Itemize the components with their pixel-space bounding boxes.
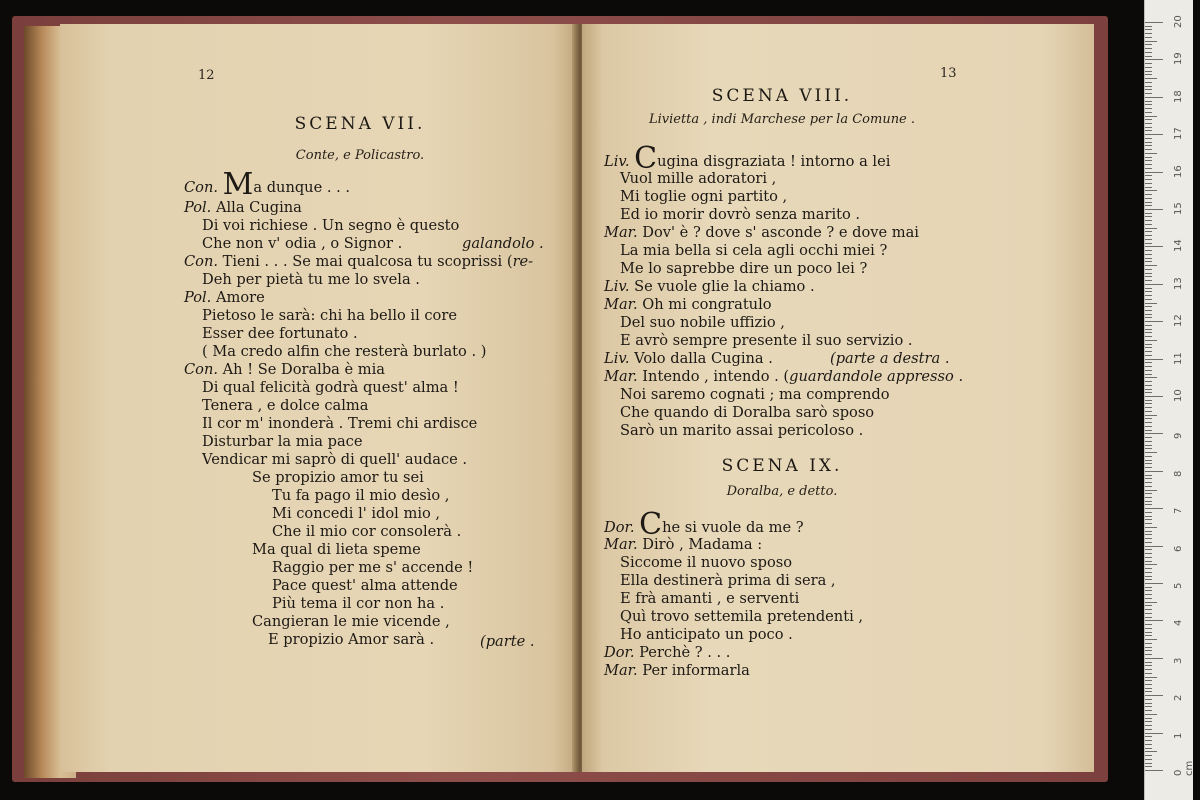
ruler-tick (1145, 677, 1157, 678)
ruler-tick (1145, 104, 1152, 105)
scene-vii-title: SCENA VII. (294, 114, 426, 134)
ruler-tick (1145, 351, 1152, 352)
ruler-tick (1145, 317, 1152, 318)
ruler-tick (1145, 531, 1152, 532)
ruler-tick (1145, 426, 1152, 427)
ruler-label: 11 (1173, 351, 1184, 365)
ruler-tick (1145, 411, 1152, 412)
ruler-tick (1145, 407, 1152, 408)
verse-line: Pol. Amore (184, 289, 265, 306)
ruler-tick (1145, 486, 1152, 487)
ruler-label: 7 (1173, 507, 1184, 515)
verse-line: Mi toglie ogni partito , (620, 188, 788, 205)
ruler-tick (1145, 755, 1152, 756)
verse-line: Mar. Oh mi congratulo (604, 296, 772, 313)
ruler-tick (1145, 598, 1152, 599)
ruler-tick (1145, 134, 1163, 135)
ruler-tick (1145, 579, 1152, 580)
ruler-tick (1145, 381, 1152, 382)
ruler-tick (1145, 183, 1152, 184)
ruler-tick (1145, 733, 1163, 734)
ruler-tick (1145, 250, 1152, 251)
ruler-tick (1145, 216, 1152, 217)
verse-line: Mar. Dirò , Madama : (604, 536, 763, 553)
ruler-tick (1145, 153, 1157, 154)
verse-line: Mar. Intendo , intendo . (guardandole appresso . (604, 368, 964, 385)
ruler-tick (1145, 220, 1152, 221)
ruler-tick (1145, 52, 1152, 53)
ruler-tick (1145, 609, 1152, 610)
ruler-tick (1145, 647, 1152, 648)
ruler-tick (1145, 44, 1152, 45)
ruler-label: 19 (1173, 52, 1184, 66)
verse-line: Il cor m' inonderà . Tremi chi ardisce (202, 415, 478, 432)
ruler-tick (1145, 22, 1163, 23)
ruler-tick (1145, 276, 1152, 277)
ruler-tick (1145, 119, 1152, 120)
right-page (582, 24, 1094, 772)
ruler-tick (1145, 149, 1152, 150)
ruler-tick (1145, 501, 1152, 502)
ruler-tick (1145, 766, 1152, 767)
ruler-tick (1145, 392, 1152, 393)
ruler-tick (1145, 519, 1152, 520)
ruler-tick (1145, 763, 1152, 764)
left-page (60, 24, 578, 772)
ruler-tick (1145, 744, 1152, 745)
ruler-tick (1145, 549, 1152, 550)
ruler-tick (1145, 561, 1152, 562)
ruler-tick (1145, 718, 1152, 719)
ruler-tick (1145, 576, 1152, 577)
ruler-tick (1145, 187, 1152, 188)
ruler-label: 8 (1173, 470, 1184, 477)
ruler-tick (1145, 377, 1157, 378)
stage-direction: (parte . (480, 633, 535, 650)
ruler-label: 13 (1173, 277, 1184, 290)
scene-ix-cast: Doralba, e detto. (726, 484, 838, 499)
ruler-label: 14 (1173, 239, 1184, 253)
verse-line: E propizio Amor sarà . (268, 631, 435, 648)
verse-line: Con. Tieni . . . Se mai qualcosa tu scoprissi (re- (184, 253, 534, 270)
ruler-tick (1145, 127, 1152, 128)
ruler-tick (1145, 695, 1163, 696)
ruler-tick (1145, 235, 1152, 236)
ruler-tick (1145, 467, 1152, 468)
verse-line: Che quando di Doralba sarò sposo (620, 404, 875, 421)
verse-line: Dor. Perchè ? . . . (604, 644, 731, 661)
verse-line: Ho anticipato un poco . (620, 626, 793, 643)
ruler-tick (1145, 452, 1157, 453)
ruler-tick (1145, 497, 1152, 498)
verse-line: E frà amanti , e serventi (620, 590, 800, 607)
verse-line: Sarò un marito assai pericoloso . (620, 422, 864, 439)
ruler-tick (1145, 403, 1152, 404)
ruler-tick (1145, 67, 1152, 68)
verse-line: Mi concedi l' idol mio , (272, 505, 441, 522)
ruler-tick (1145, 703, 1152, 704)
verse-line: Con. Ah ! Se Doralba è mia (184, 361, 385, 378)
ruler-tick (1145, 770, 1163, 771)
ruler-tick (1145, 295, 1152, 296)
ruler-tick (1145, 632, 1152, 633)
verse-line: Disturbar la mia pace (202, 433, 363, 450)
ruler-label: 12 (1173, 314, 1184, 328)
ruler-tick (1145, 33, 1152, 34)
ruler-tick (1145, 89, 1152, 90)
ruler-tick (1145, 48, 1152, 49)
verse-line: Quì trovo settemila pretendenti , (620, 608, 864, 625)
ruler-label: 16 (1173, 164, 1184, 178)
ruler-tick (1145, 643, 1152, 644)
ruler-label: 17 (1173, 127, 1184, 141)
ruler-tick (1145, 269, 1152, 270)
verse-line: Tu fa pago il mio desìo , (272, 487, 450, 504)
verse-line: E avrò sempre presente il suo servizio . (620, 332, 913, 349)
ruler-tick (1145, 325, 1152, 326)
verse-line: Tenera , e dolce calma (202, 397, 369, 414)
ruler-tick (1145, 362, 1152, 363)
ruler-tick (1145, 456, 1152, 457)
ruler-tick (1145, 617, 1152, 618)
ruler-tick (1145, 164, 1152, 165)
ruler-tick (1145, 202, 1152, 203)
ruler-tick (1145, 168, 1152, 169)
ruler-tick (1145, 306, 1152, 307)
ruler-tick (1145, 374, 1152, 375)
ruler-tick (1145, 29, 1152, 30)
ruler-tick (1145, 714, 1157, 715)
ruler-tick (1145, 673, 1152, 674)
ruler-tick (1145, 441, 1152, 442)
ruler-tick (1145, 265, 1157, 266)
ruler-label: 18 (1173, 90, 1184, 103)
ruler-label: 20 (1173, 15, 1184, 28)
ruler-tick (1145, 157, 1152, 158)
ruler-tick (1145, 82, 1152, 83)
verse-line: Con. Ma dunque . . . (184, 167, 351, 202)
verse-line: Pol. Alla Cugina (184, 199, 302, 216)
ruler-label: 10 (1173, 389, 1184, 402)
measurement-ruler (1144, 0, 1193, 800)
ruler-tick (1145, 198, 1152, 199)
verse-line: Di qual felicità godrà quest' alma ! (202, 379, 459, 396)
ruler-tick (1145, 437, 1152, 438)
ruler-tick (1145, 475, 1152, 476)
ruler-tick (1145, 209, 1163, 210)
ruler-tick (1145, 564, 1157, 565)
ruler-tick (1145, 662, 1152, 663)
ruler-tick (1145, 658, 1163, 659)
ruler-tick (1145, 542, 1152, 543)
ruler-tick (1145, 138, 1152, 139)
ruler-tick (1145, 590, 1152, 591)
ruler-tick (1145, 314, 1152, 315)
scene-viii-cast: Livietta , indi Marchese per la Comune . (648, 112, 916, 127)
stage-direction: galandolo . (462, 235, 544, 252)
ruler-tick (1145, 736, 1152, 737)
verse-line: Siccome il nuovo sposo (620, 554, 793, 571)
ruler-tick (1145, 748, 1152, 749)
verse-line: Me lo saprebbe dire un poco lei ? (620, 260, 868, 277)
verse-line: Che il mio cor consolerà . (272, 523, 462, 540)
ruler-tick (1145, 261, 1152, 262)
ruler-tick (1145, 400, 1152, 401)
verse-line: Più tema il cor non ha . (272, 595, 445, 612)
ruler-tick (1145, 190, 1157, 191)
verse-line: Dor. Che si vuole da me ? (604, 507, 804, 542)
ruler-tick (1145, 74, 1152, 75)
ruler-tick (1145, 516, 1152, 517)
ruler-tick (1145, 56, 1152, 57)
ruler-label: 4 (1173, 620, 1184, 627)
ruler-tick (1145, 71, 1152, 72)
ruler-tick (1145, 699, 1152, 700)
verse-line: Deh per pietà tu me lo svela . (202, 271, 420, 288)
ruler-tick (1145, 359, 1163, 360)
ruler-tick (1145, 321, 1163, 322)
verse-line: Noi saremo cognati ; ma comprendo (620, 386, 890, 403)
ruler-label: 15 (1173, 202, 1184, 215)
ruler-tick (1145, 721, 1152, 722)
ruler-tick (1145, 691, 1152, 692)
ruler-tick (1145, 422, 1152, 423)
ruler-tick (1145, 310, 1152, 311)
ruler-tick (1145, 336, 1152, 337)
verse-line: Vuol mille adoratori , (620, 170, 777, 187)
ruler-tick (1145, 635, 1152, 636)
ruler-tick (1145, 628, 1152, 629)
ruler-tick (1145, 759, 1152, 760)
ruler-tick (1145, 654, 1152, 655)
ruler-tick (1145, 130, 1152, 131)
page-number-left: 12 (198, 68, 215, 83)
verse-line: Pietoso le sarà: chi ha bello il core (202, 307, 457, 324)
ruler-ticks (1145, 0, 1193, 800)
ruler-tick (1145, 231, 1152, 232)
ruler-tick (1145, 145, 1152, 146)
ruler-tick (1145, 471, 1163, 472)
ruler-tick (1145, 534, 1152, 535)
ruler-tick (1145, 602, 1157, 603)
ruler-label: 3 (1173, 657, 1184, 664)
ruler-tick (1145, 224, 1152, 225)
verse-line: Ella destinerà prima di sera , (620, 572, 836, 589)
ruler-tick (1145, 553, 1152, 554)
ruler-label: 2 (1173, 694, 1184, 702)
ruler-tick (1145, 740, 1152, 741)
ruler-tick (1145, 706, 1152, 707)
ruler-tick (1145, 613, 1152, 614)
ruler-tick (1145, 116, 1157, 117)
ruler-tick (1145, 329, 1152, 330)
ruler-tick (1145, 205, 1152, 206)
ruler-tick (1145, 347, 1152, 348)
ruler-tick (1145, 175, 1152, 176)
ruler-tick (1145, 418, 1152, 419)
scene-ix-title: SCENA IX. (721, 456, 843, 476)
ruler-tick (1145, 482, 1152, 483)
ruler-tick (1145, 123, 1152, 124)
ruler-tick (1145, 239, 1152, 240)
ruler-tick (1145, 284, 1163, 285)
ruler-tick (1145, 172, 1163, 173)
ruler-tick (1145, 478, 1152, 479)
ruler-tick (1145, 59, 1163, 60)
ruler-tick (1145, 370, 1152, 371)
ruler-label: 5 (1173, 582, 1184, 589)
ruler-tick (1145, 508, 1163, 509)
ruler-tick (1145, 504, 1152, 505)
ruler-tick (1145, 538, 1152, 539)
ruler-tick (1145, 385, 1152, 386)
ruler-tick (1145, 665, 1152, 666)
ruler-tick (1145, 86, 1152, 87)
ruler-tick (1145, 415, 1157, 416)
ruler-tick (1145, 669, 1152, 670)
ruler-tick (1145, 583, 1163, 584)
ruler-tick (1145, 396, 1163, 397)
ruler-tick (1145, 493, 1152, 494)
ruler-tick (1145, 93, 1152, 94)
ruler-tick (1145, 572, 1152, 573)
verse-line: Se propizio amor tu sei (252, 469, 424, 486)
scene-vii-cast: Conte, e Policastro. (295, 148, 425, 163)
verse-line: Pace quest' alma attende (272, 577, 458, 594)
ruler-tick (1145, 639, 1157, 640)
ruler-label: 9 (1173, 433, 1184, 440)
ruler-tick (1145, 366, 1152, 367)
ruler-tick (1145, 112, 1152, 113)
ruler-tick (1145, 41, 1157, 42)
ruler-tick (1145, 684, 1152, 685)
ruler-tick (1145, 448, 1152, 449)
ruler-tick (1145, 37, 1152, 38)
ruler-tick (1145, 101, 1152, 102)
ruler-label: 6 (1173, 545, 1184, 552)
ruler-tick (1145, 688, 1152, 689)
ruler-tick (1145, 291, 1152, 292)
ruler-label: 1 (1173, 732, 1184, 739)
ruler-tick (1145, 254, 1152, 255)
ruler-label: 0 cm (1173, 760, 1195, 776)
ruler-tick (1145, 512, 1152, 513)
ruler-tick (1145, 97, 1163, 98)
verse-line: Liv. Se vuole glie la chiamo . (604, 278, 815, 295)
ruler-tick (1145, 650, 1152, 651)
ruler-tick (1145, 389, 1152, 390)
verse-line: La mia bella si cela agli occhi miei ? (620, 242, 888, 259)
verse-line: Ed io morir dovrò senza marito . (620, 206, 861, 223)
verse-line: Liv. Cugina disgraziata ! intorno a lei (604, 141, 891, 176)
verse-line: Che non v' odia , o Signor . (202, 235, 403, 252)
ruler-tick (1145, 332, 1152, 333)
ruler-tick (1145, 355, 1152, 356)
ruler-tick (1145, 729, 1152, 730)
ruler-tick (1145, 273, 1152, 274)
ruler-tick (1145, 620, 1163, 621)
ruler-tick (1145, 179, 1152, 180)
ruler-tick (1145, 288, 1152, 289)
ruler-tick (1145, 680, 1152, 681)
ruler-tick (1145, 299, 1152, 300)
verse-line: Mar. Per informarla (604, 662, 750, 679)
verse-line: Liv. Volo dalla Cugina . (604, 350, 773, 367)
verse-line: ( Ma credo alfin che resterà burlato . ) (202, 343, 487, 360)
ruler-tick (1145, 142, 1152, 143)
ruler-tick (1145, 243, 1152, 244)
ruler-tick (1145, 108, 1152, 109)
ruler-tick (1145, 194, 1152, 195)
ruler-tick (1145, 460, 1152, 461)
verse-line: Mar. Dov' è ? dove s' asconde ? e dove mai (604, 224, 919, 241)
ruler-tick (1145, 710, 1152, 711)
ruler-tick (1145, 624, 1152, 625)
verse-line: Vendicar mi saprò di quell' audace . (202, 451, 468, 468)
ruler-tick (1145, 280, 1152, 281)
ruler-tick (1145, 546, 1163, 547)
ruler-tick (1145, 63, 1152, 64)
verse-line: Raggio per me s' accende ! (272, 559, 474, 576)
ruler-tick (1145, 340, 1157, 341)
ruler-tick (1145, 594, 1152, 595)
verse-line: Ma qual di lieta speme (252, 541, 421, 558)
verse-line: Del suo nobile uffizio , (620, 314, 785, 331)
ruler-tick (1145, 303, 1157, 304)
ruler-tick (1145, 78, 1157, 79)
ruler-tick (1145, 587, 1152, 588)
ruler-tick (1145, 26, 1152, 27)
ruler-tick (1145, 605, 1152, 606)
ruler-tick (1145, 463, 1152, 464)
ruler-tick (1145, 258, 1152, 259)
ruler-tick (1145, 445, 1152, 446)
ruler-tick (1145, 490, 1157, 491)
ruler-tick (1145, 433, 1163, 434)
ruler-tick (1145, 430, 1152, 431)
page-number-right: 13 (940, 66, 957, 81)
ruler-tick (1145, 160, 1152, 161)
ruler-tick (1145, 228, 1157, 229)
ruler-tick (1145, 568, 1152, 569)
verse-line: Esser dee fortunato . (202, 325, 358, 342)
ruler-tick (1145, 751, 1157, 752)
verse-line: Di voi richiese . Un segno è questo (202, 217, 460, 234)
ruler-tick (1145, 725, 1152, 726)
stage-direction: (parte a destra . (830, 350, 950, 367)
scene-viii-title: SCENA VIII. (711, 86, 853, 106)
ruler-tick (1145, 213, 1152, 214)
ruler-tick (1145, 557, 1152, 558)
verse-line: Cangieran le mie vicende , (252, 613, 450, 630)
ruler-tick (1145, 523, 1152, 524)
ruler-tick (1145, 344, 1152, 345)
ruler-tick (1145, 527, 1157, 528)
ruler-tick (1145, 246, 1163, 247)
